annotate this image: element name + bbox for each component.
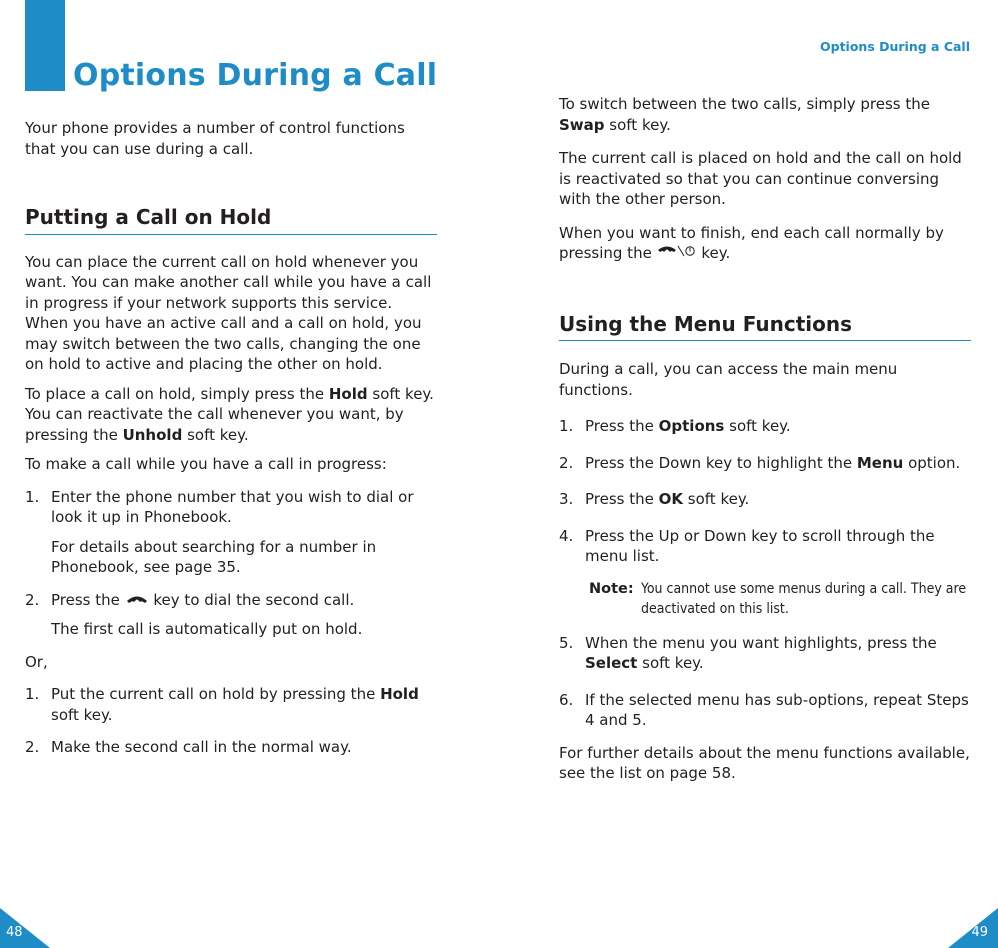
intro-paragraph: Your phone provides a number of control functions that you can use during a call. [25, 119, 405, 158]
further-details-paragraph: For further details about the menu functions available, see the list on page 58. [559, 743, 970, 783]
list-item: 6. If the selected menu has sub-options, repeat Steps 4 and 5. [559, 690, 969, 730]
hold-key-label: Hold [328, 384, 368, 403]
reactivate-paragraph: The current call is placed on hold and the call on hold is reactivated so that you can continue conversing with the other person. [559, 149, 962, 208]
unhold-key-label: Unhold [122, 425, 183, 444]
swap-key-label: Swap [559, 115, 605, 134]
swap-paragraph: To switch between the two calls, simply press the Swap soft key. [559, 95, 930, 134]
list-item: 4. Press the Up or Down key to scroll through the menu list. [559, 526, 935, 566]
left-column [25, 118, 437, 770]
right-column [559, 94, 971, 793]
note-box: Note: You cannot use some menus during a call. They are deactivated on this list. [589, 580, 967, 618]
list-item: 2. Make the second call in the normal way. [25, 738, 352, 757]
menu-intro-paragraph: During a call, you can access the main menu functions. [559, 360, 898, 399]
note-label: Note [589, 580, 628, 597]
running-head: Options During a Call [820, 39, 970, 54]
list-item: 5. When the menu you want highlights, press the Select soft key. [559, 633, 937, 673]
finish-paragraph: When you want to finish, end each call normally by pressing the key. [559, 223, 944, 262]
list-item: 1. Press the Options soft key. [559, 417, 791, 436]
hold-paragraph-2: To place a call on hold, simply press the Hold soft key. You can reactivate the call whenever you want, by pressing the Unhold soft key. [25, 384, 434, 444]
end-power-key-icon [657, 243, 697, 264]
list-item: 2. Press the Down key to highlight the Menu option. [559, 453, 961, 472]
section-heading-hold: Putting a Call on Hold [25, 207, 437, 235]
page-number-left: 48 [6, 925, 23, 940]
note-text: You cannot use some menus during a call. They are deactivated on this list. [641, 580, 967, 618]
title-accent-bar [25, 0, 65, 91]
list-item: 3. Press the OK soft key. [559, 490, 750, 509]
hold-paragraph-3: To make a call while you have a call in progress: [25, 455, 387, 473]
send-key-icon [125, 590, 149, 611]
page-number-right: 49 [971, 925, 988, 940]
hold-paragraph-1: You can place the current call on hold whenever you want. You can make another call while you have a call in progress if your network supports this service. When you have an active call and a call on hold, you may switch between the two calls, changing the one on hold to active and placing the other on hold. [25, 252, 432, 373]
list-item: 2. Press the key to dial the second call. The first call is automatically put on hold. [25, 590, 363, 639]
or-label: Or, [25, 652, 48, 671]
list-item: 1. Put the current call on hold by pressing the Hold soft key. [25, 685, 419, 724]
list-item: 1. Enter the phone number that you wish to dial or look it up in Phonebook. For details about searching for a number in Phonebook, see page 35. [25, 487, 414, 576]
page-title: Options During a Call [73, 58, 438, 93]
section-heading-menu: Using the Menu Functions [559, 314, 971, 342]
